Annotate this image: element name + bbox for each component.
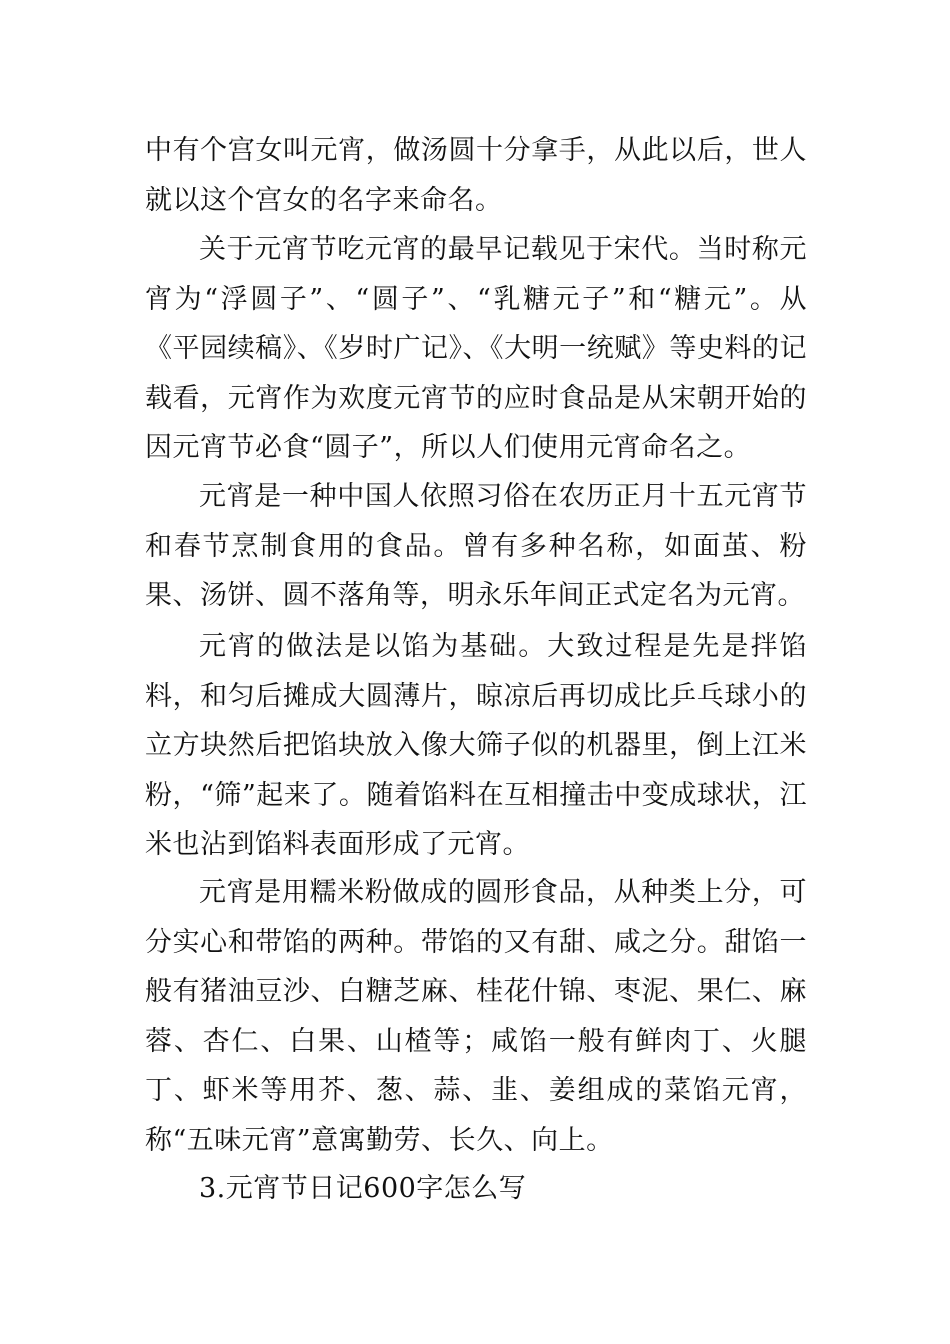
paragraph-continuation: 中有个宫女叫元宵，做汤圆十分拿手，从此以后，世人就以这个宫女的名字来命名。: [145, 135, 807, 216]
paragraph-earliest-record: 关于元宵节吃元宵的最早记载见于宋代。当时称元宵为“浮圆子”、“圆子”、“乳糖元子”和“糖元”。从《平园续稿》、《岁时广记》、《大明一统赋》等史料的记载看，元宵作为欢度元宵节的应时食品是从宋朝开始的因元宵节必食“圆子”，所以人们使用元宵命名之。: [145, 234, 807, 463]
paragraph-varieties: 元宵是用糯米粉做成的圆形食品，从种类上分，可分实心和带馅的两种。带馅的又有甜、咸之分。甜馅一般有猪油豆沙、白糖芝麻、桂花什锦、枣泥、果仁、麻蓉、杏仁、白果、山楂等；咸馅一般有鲜肉丁、火腿丁、虾米等用芥、葱、蒜、韭、姜组成的菜馅元宵，称“五味元宵”意寓勤劳、长久、向上。: [145, 877, 807, 1156]
section-heading: 3.元宵节日记600字怎么写: [199, 1173, 527, 1204]
paragraph-making-method: 元宵的做法是以馅为基础。大致过程是先是拌馅料，和匀后摊成大圆薄片，晾凉后再切成比乒乓球小的立方块然后把馅块放入像大筛子似的机器里，倒上江米粉，“筛”起来了。随着馅料在互相撞击中变成球状，江米也沾到馅料表面形成了元宵。: [145, 631, 807, 860]
paragraph-definition: 元宵是一种中国人依照习俗在农历正月十五元宵节和春节烹制食用的食品。曾有多种名称，如面茧、粉果、汤饼、圆不落角等，明永乐年间正式定名为元宵。: [145, 481, 807, 611]
